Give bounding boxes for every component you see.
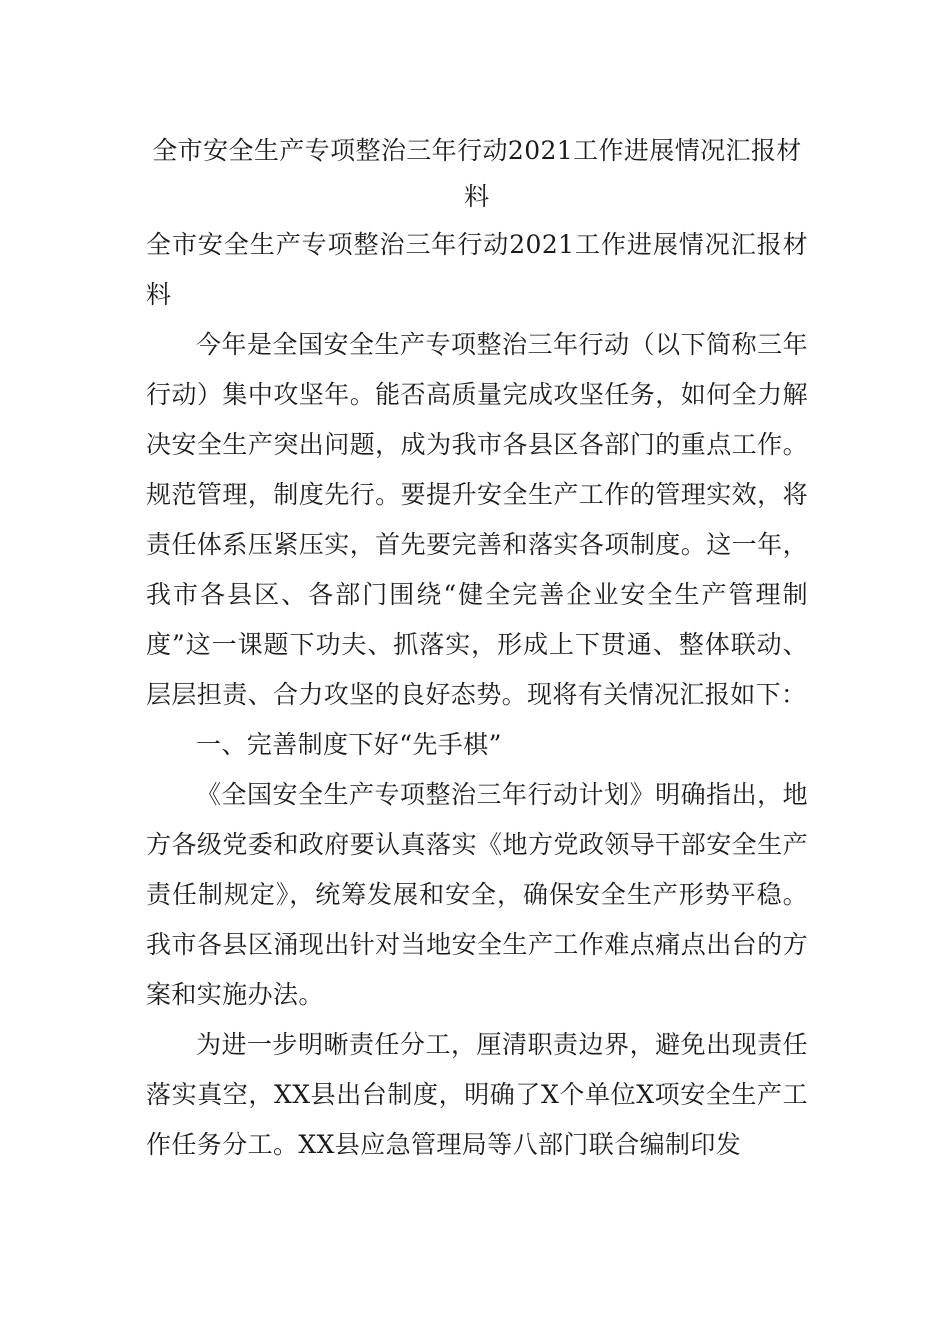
paragraph-3: 为进一步明晰责任分工，厘清职责边界，避免出现责任落实真空，XX县出台制度，明确了X个单位X项安全生产工作任务分工。XX县应急管理局等八部门联合编制印发 (146, 1030, 808, 1159)
document-body (146, 128, 808, 1170)
document-title: 全市安全生产专项整治三年行动2021工作进展情况汇报材料 (152, 136, 802, 211)
paragraph-intro: 今年是全国安全生产专项整治三年行动（以下简称三年行动）集中攻坚年。能否高质量完成攻坚任务，如何全力解决安全生产突出问题，成为我市各县区各部门的重点工作。规范管理，制度先行。要提升安全生产工作的管理实效，将责任体系压紧压实，首先要完善和落实各项制度。这一年，我市各县区、各部门围绕“健全完善企业安全生产管理制度”这一课题下功夫、抓落实，形成上下贯通、整体联动、层层担责、合力攻坚的良好态势。现将有关情况汇报如下： (146, 330, 808, 709)
section-heading-1: 一、完善制度下好“先手棋” (196, 730, 502, 759)
paragraph-2: 《全国安全生产专项整治三年行动计划》明确指出，地方各级党委和政府要认真落实《地方党政领导干部安全生产责任制规定》，统筹发展和安全，确保安全生产形势平稳。我市各县区涌现出针对当地安全生产工作难点痛点出台的方案和实施办法。 (146, 780, 808, 1009)
document-subtitle: 全市安全生产专项整治三年行动2021工作进展情况汇报材料 (146, 230, 808, 309)
